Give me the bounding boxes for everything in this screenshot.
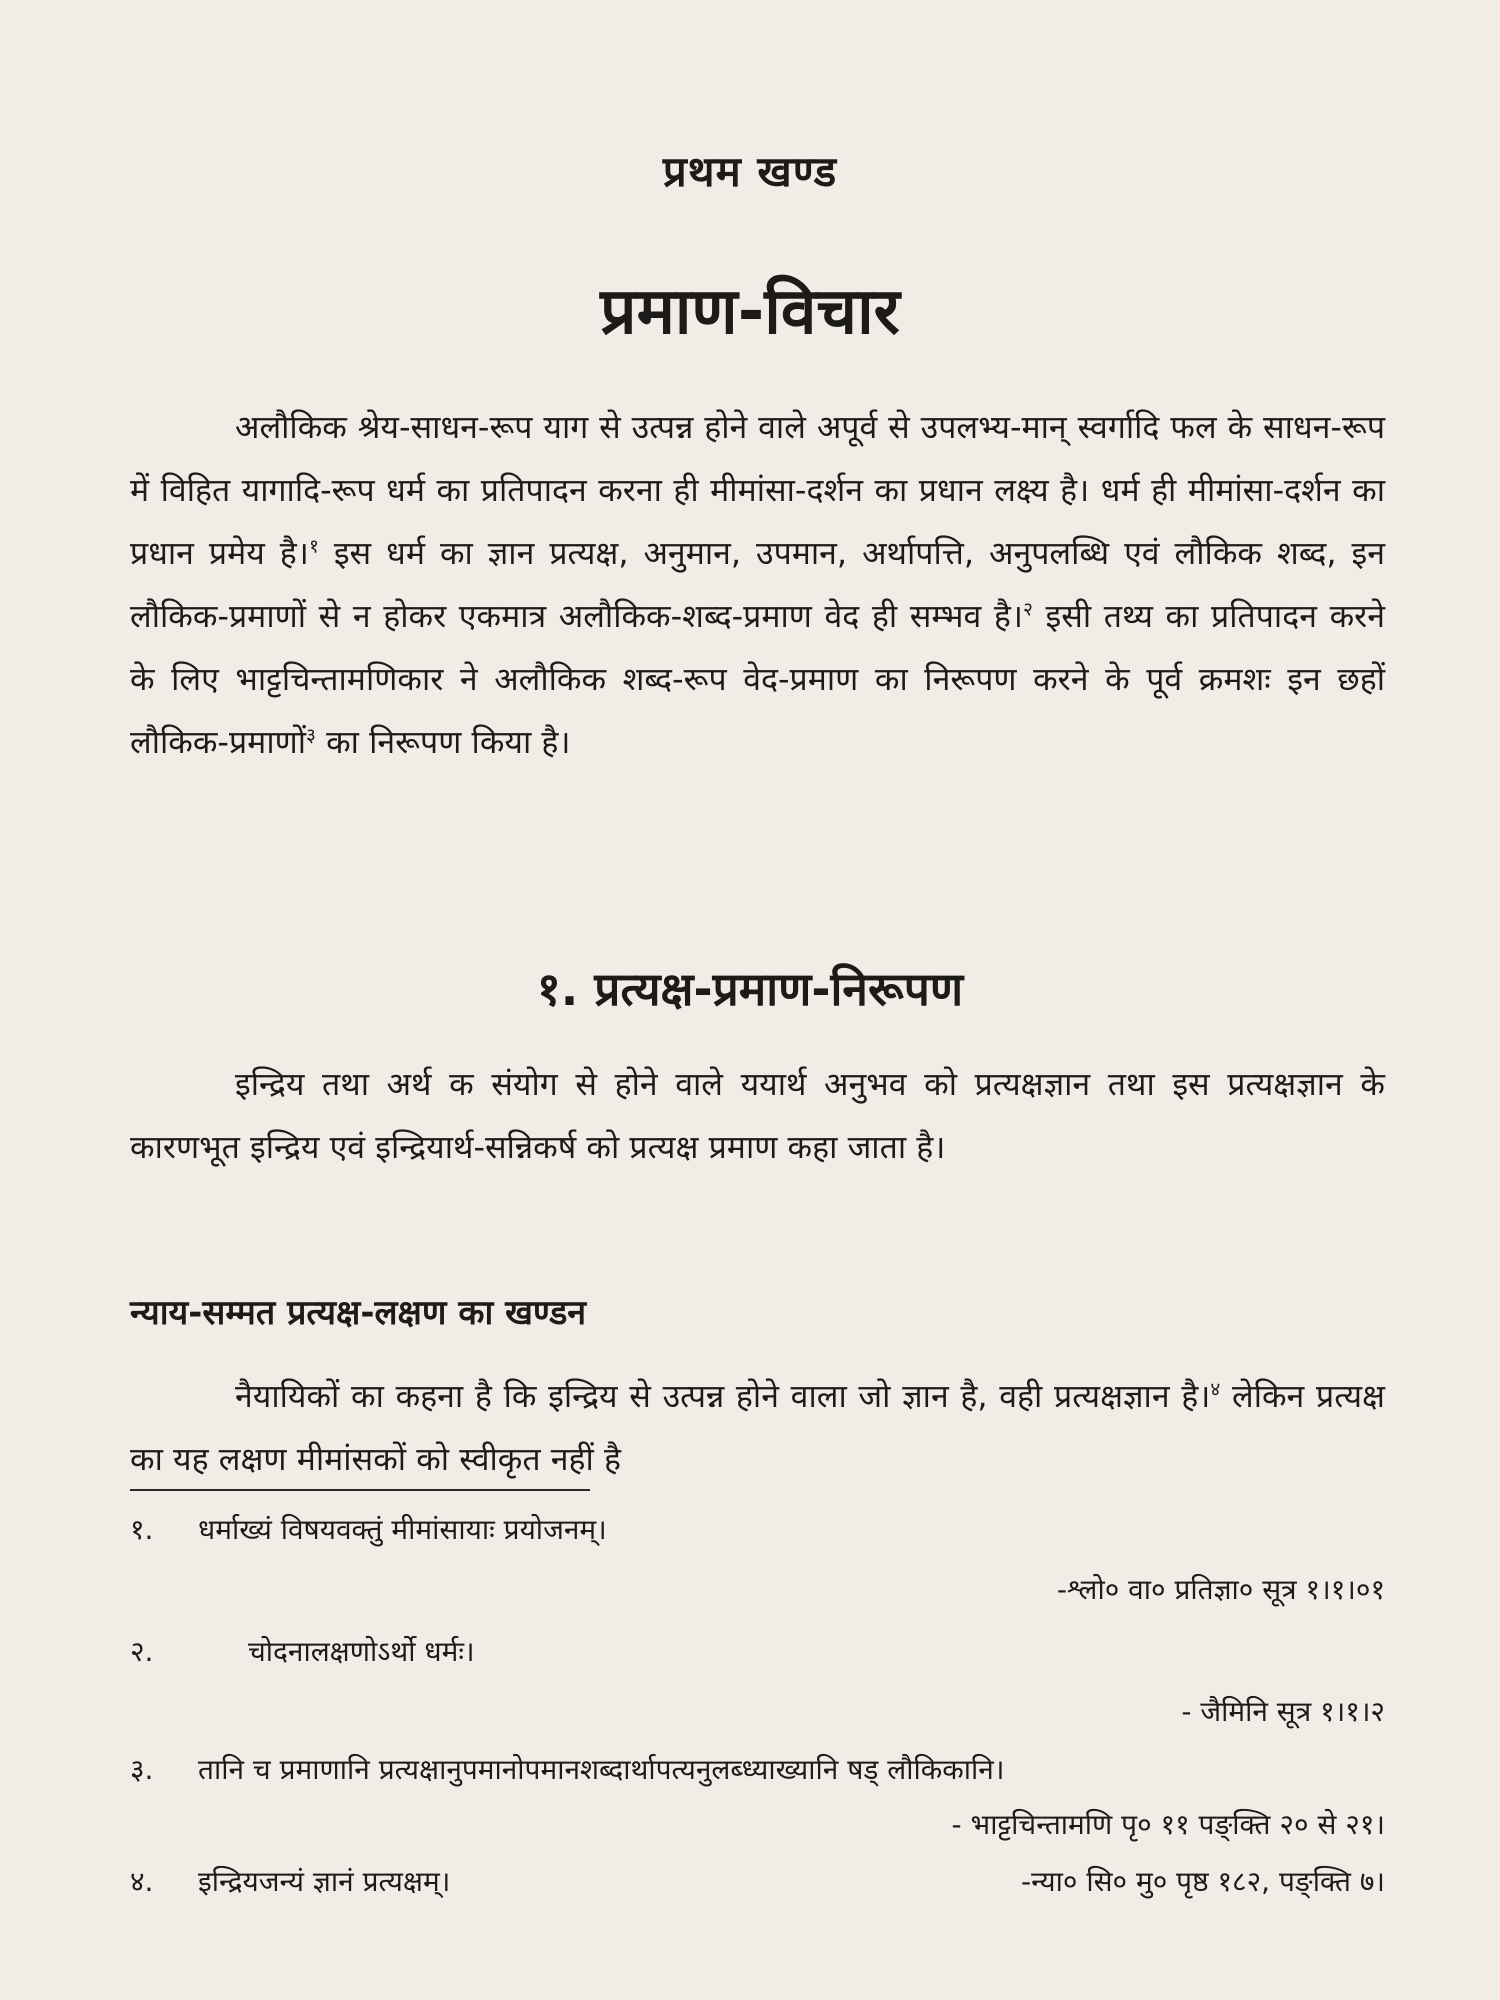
footnote-2-source: - जैमिनि सूत्र १।१।२ [1181,1695,1385,1728]
footnote-1-source: -श्लो० वा० प्रतिज्ञा० सूत्र १।१।०१ [1056,1573,1385,1606]
footnote-3-source: - भाट्टचिन्तामणि पृ० ११ पङ्क्ति २० से २१। [951,1808,1385,1841]
footnote-ref-3: ३ [306,724,316,747]
footnote-text: इन्द्रियजन्यं ज्ञानं प्रत्यक्षम्। [198,1865,451,1898]
intro-text-3: इसी तथ्य का प्रतिपादन करने के लिए भाट्टचिन्तामणिकार ने अलौकिक शब्द-रूप वेद-प्रमाण का निरूपण करने के पूर्व क्रमशः इन छहों लौकिक-प्रमाणों [130,597,1385,761]
footnote-ref-4: ४ [1210,1378,1221,1401]
section-heading: १. प्रत्यक्ष-प्रमाण-निरूपण [536,962,964,1016]
footnote-text: धर्माख्यं विषयवक्तुं मीमांसायाः प्रयोजनम्। [198,1513,607,1546]
footnote-3 [130,1750,1385,1790]
footnote-number: ४. [130,1865,154,1898]
footnote-ref-2: २ [1023,598,1033,621]
naiyayika-text-2: लेकिन प्रत्यक्ष का यह लक्षण मीमांसकों को स्वीकृत नहीं है [130,1377,1386,1478]
footnote-4-source: -न्या० सि० मु० पृष्ठ १८२, पङ्क्ति ७। [1021,1865,1385,1898]
intro-text-4: का निरूपण किया है। [315,723,571,761]
footnote-4 [130,1862,1385,1902]
intro-text-1: अलौकिक श्रेय-साधन-रूप याग से उत्पन्न होने वाले अपूर्व से उपलभ्य-मान् स्वर्गादि फल के साधन-रूप में विहित यागादि-रूप धर्म का प्रतिपादन करना ही मीमांसा-दर्शन का प्रधान लक्ष्य है। धर्म ही मीमांसा-दर्शन का प्रधान प्रमेय है। [130,408,1385,572]
intro-paragraph [130,396,1385,774]
footnote-number: २. [130,1635,154,1668]
footnote-1 [130,1510,1385,1550]
page-title: प्रमाण-विचार [600,275,900,349]
definition-paragraph: इन्द्रिय तथा अर्थ क संयोग से होने वाले ययार्थ अनुभव को प्रत्यक्षज्ञान तथा इस प्रत्यक्षज्ञान के कारणभूत इन्द्रिय एवं इन्द्रियार्थ-सन्निकर्ष को प्रत्यक्ष प्रमाण कहा जाता है। [130,1065,1385,1166]
footnote-text: तानि च प्रमाणानि प्रत्यक्षानुपमानोपमानशब्दार्थापत्यनुलब्ध्याख्यानि षड् लौकिकानि। [198,1753,1005,1786]
footnote-ref-1: १ [308,535,319,558]
footnote-2 [130,1632,1385,1672]
footnote-text: चोदनालक्षणोऽर्थो धर्मः। [248,1635,475,1668]
footnote-number: १. [130,1513,154,1546]
subheading: न्याय-सम्मत प्रत्यक्ष-लक्षण का खण्डन [130,1293,587,1333]
naiyayika-paragraph [130,1365,1385,1491]
footnote-divider [130,1489,590,1491]
naiyayika-text-1: नैयायिकों का कहना है कि इन्द्रिय से उत्पन्न होने वाला जो ज्ञान है, वही प्रत्यक्षज्ञान है। [235,1377,1211,1415]
intro-text-2: इस धर्म का ज्ञान प्रत्यक्ष, अनुमान, उपमान, अर्थापत्ति, अनुपलब्धि एवं लौकिक शब्द, इन लौकिक-प्रमाणों से न होकर एकमात्र अलौकिक-शब्द-प्रमाण वेद ही सम्भव है। [130,534,1385,635]
section-label: प्रथम खण्ड [662,147,838,196]
footnote-number: ३. [130,1753,154,1786]
